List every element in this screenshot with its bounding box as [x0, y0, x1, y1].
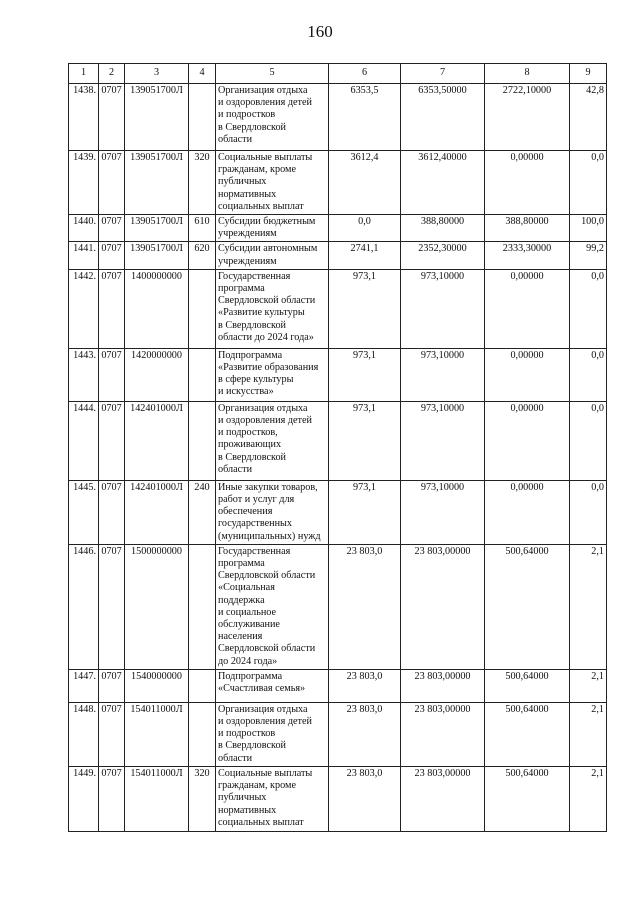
- expense-kind-code: [189, 401, 216, 480]
- section-code: 0707: [99, 480, 125, 544]
- item-name-line: Иные закупки товаров,: [218, 481, 318, 493]
- row-number: 1444.: [69, 401, 99, 480]
- section-code: 0707: [99, 401, 125, 480]
- item-name-line: социальных выплат: [218, 200, 304, 212]
- row-number: 1441.: [69, 242, 99, 269]
- item-name-line: Организация отдыха: [218, 402, 308, 414]
- target-code: 142401000Л: [125, 480, 189, 544]
- expense-kind-code: 320: [189, 766, 216, 831]
- item-name-line: Подпрограмма: [218, 349, 283, 361]
- target-code: 1500000000: [125, 544, 189, 669]
- item-name-line: поддержка: [218, 594, 265, 606]
- plan-amount: 23 803,0: [329, 766, 401, 831]
- item-name-line: Социальные выплаты: [218, 767, 313, 779]
- execution-percent: 2,1: [570, 669, 607, 702]
- item-name-line: области: [218, 463, 253, 475]
- executed-amount: 500,64000: [485, 702, 570, 766]
- target-code: 154011000Л: [125, 702, 189, 766]
- item-name-line: программа: [218, 283, 265, 295]
- item-name-line: публичных: [218, 176, 267, 188]
- item-name-line: области: [218, 752, 253, 764]
- target-code: 139051700Л: [125, 151, 189, 215]
- table-row: [69, 480, 607, 544]
- table-row: [69, 401, 607, 480]
- item-name-line: и оздоровления детей: [218, 415, 312, 427]
- item-name-line: Свердловской области: [218, 295, 316, 307]
- row-number: 1449.: [69, 766, 99, 831]
- item-name: [216, 215, 329, 242]
- table-body: [69, 84, 607, 832]
- budget-table: [68, 63, 607, 832]
- plan-amount-precise: 6353,50000: [401, 84, 485, 151]
- plan-amount: 973,1: [329, 480, 401, 544]
- execution-percent: 0,0: [570, 480, 607, 544]
- column-header: 7: [401, 64, 485, 84]
- item-name: [216, 348, 329, 401]
- table-row: [69, 215, 607, 242]
- item-name: [216, 151, 329, 215]
- item-name: [216, 669, 329, 702]
- target-code: 1540000000: [125, 669, 189, 702]
- section-code: 0707: [99, 348, 125, 401]
- item-name-line: Государственная: [218, 545, 291, 557]
- item-name-line: до 2024 года»: [218, 655, 278, 667]
- executed-amount: 500,64000: [485, 766, 570, 831]
- column-header: 1: [69, 64, 99, 84]
- header-row: [69, 64, 607, 84]
- target-code: 139051700Л: [125, 84, 189, 151]
- row-number: 1447.: [69, 669, 99, 702]
- column-header: 5: [216, 64, 329, 84]
- plan-amount-precise: 23 803,00000: [401, 766, 485, 831]
- expense-kind-code: 240: [189, 480, 216, 544]
- row-number: 1448.: [69, 702, 99, 766]
- item-name-line: «Развитие образования: [218, 362, 319, 374]
- plan-amount: 23 803,0: [329, 702, 401, 766]
- target-code: 142401000Л: [125, 401, 189, 480]
- item-name: [216, 84, 329, 151]
- item-name-line: в Свердловской: [218, 451, 286, 463]
- plan-amount: 2741,1: [329, 242, 401, 269]
- plan-amount-precise: 388,80000: [401, 215, 485, 242]
- item-name-line: Организация отдыха: [218, 85, 308, 96]
- expense-kind-code: [189, 269, 216, 348]
- plan-amount-precise: 23 803,00000: [401, 544, 485, 669]
- plan-amount: 0,0: [329, 215, 401, 242]
- column-header: 6: [329, 64, 401, 84]
- table-row: [69, 269, 607, 348]
- plan-amount-precise: 2352,30000: [401, 242, 485, 269]
- expense-kind-code: [189, 702, 216, 766]
- item-name-line: (муниципальных) нужд: [218, 530, 321, 542]
- row-number: 1438.: [69, 84, 99, 151]
- plan-amount: 23 803,0: [329, 544, 401, 669]
- target-code: 139051700Л: [125, 242, 189, 269]
- plan-amount-precise: 973,10000: [401, 269, 485, 348]
- table-row: [69, 669, 607, 702]
- plan-amount-precise: 23 803,00000: [401, 669, 485, 702]
- row-number: 1442.: [69, 269, 99, 348]
- executed-amount: 500,64000: [485, 669, 570, 702]
- item-name-line: Свердловской области: [218, 570, 316, 582]
- plan-amount-precise: 973,10000: [401, 480, 485, 544]
- item-name-line: Подпрограмма: [218, 670, 283, 682]
- item-name-line: в сфере культуры: [218, 374, 294, 386]
- expense-kind-code: 320: [189, 151, 216, 215]
- section-code: 0707: [99, 544, 125, 669]
- executed-amount: 500,64000: [485, 544, 570, 669]
- column-header: 3: [125, 64, 189, 84]
- item-name-line: учреждениям: [218, 255, 277, 267]
- item-name-line: Организация отдыха: [218, 703, 308, 715]
- item-name: [216, 480, 329, 544]
- target-code: 139051700Л: [125, 215, 189, 242]
- executed-amount: 0,00000: [485, 269, 570, 348]
- table-row: [69, 348, 607, 401]
- item-name: [216, 544, 329, 669]
- expense-kind-code: 620: [189, 242, 216, 269]
- column-header: 2: [99, 64, 125, 84]
- target-code: 1400000000: [125, 269, 189, 348]
- row-number: 1445.: [69, 480, 99, 544]
- item-name-line: в Свердловской: [218, 121, 286, 133]
- section-code: 0707: [99, 269, 125, 348]
- item-name-line: гражданам, кроме: [218, 164, 296, 176]
- item-name-line: нормативных: [218, 188, 277, 200]
- expense-kind-code: 610: [189, 215, 216, 242]
- section-code: 0707: [99, 151, 125, 215]
- section-code: 0707: [99, 669, 125, 702]
- executed-amount: 0,00000: [485, 348, 570, 401]
- expense-kind-code: [189, 348, 216, 401]
- item-name-line: нормативных: [218, 804, 277, 816]
- item-name: [216, 702, 329, 766]
- section-code: 0707: [99, 766, 125, 831]
- row-number: 1443.: [69, 348, 99, 401]
- item-name-line: и искусства»: [218, 386, 274, 398]
- executed-amount: 0,00000: [485, 151, 570, 215]
- item-name-line: Свердловской области: [218, 643, 316, 655]
- executed-amount: 2333,30000: [485, 242, 570, 269]
- table-row: [69, 702, 607, 766]
- item-name: [216, 401, 329, 480]
- plan-amount: 3612,4: [329, 151, 401, 215]
- execution-percent: 2,1: [570, 702, 607, 766]
- execution-percent: 2,1: [570, 544, 607, 669]
- item-name-line: и оздоровления детей: [218, 716, 312, 728]
- plan-amount-precise: 23 803,00000: [401, 702, 485, 766]
- item-name-line: государственных: [218, 518, 292, 530]
- executed-amount: 0,00000: [485, 401, 570, 480]
- item-name-line: и оздоровления детей: [218, 97, 312, 109]
- item-name-line: и подростков: [218, 109, 276, 121]
- item-name-line: и подростков: [218, 728, 276, 740]
- expense-kind-code: [189, 84, 216, 151]
- item-name-line: публичных: [218, 792, 267, 804]
- item-name-line: проживающих: [218, 439, 282, 451]
- row-number: 1440.: [69, 215, 99, 242]
- row-number: 1446.: [69, 544, 99, 669]
- table-row: [69, 766, 607, 831]
- plan-amount-precise: 973,10000: [401, 401, 485, 480]
- item-name-line: области до 2024 года»: [218, 331, 314, 343]
- item-name-line: и социальное: [218, 606, 277, 618]
- column-header: 8: [485, 64, 570, 84]
- item-name: [216, 269, 329, 348]
- execution-percent: 42,8: [570, 84, 607, 151]
- expense-kind-code: [189, 669, 216, 702]
- table-row: [69, 151, 607, 215]
- target-code: 154011000Л: [125, 766, 189, 831]
- item-name-line: учреждениям: [218, 228, 277, 240]
- column-header: 4: [189, 64, 216, 84]
- execution-percent: 0,0: [570, 151, 607, 215]
- execution-percent: 100,0: [570, 215, 607, 242]
- item-name-line: программа: [218, 558, 265, 570]
- execution-percent: 99,2: [570, 242, 607, 269]
- plan-amount: 23 803,0: [329, 669, 401, 702]
- execution-percent: 0,0: [570, 269, 607, 348]
- item-name-line: работ и услуг для: [218, 494, 295, 506]
- table-row: [69, 242, 607, 269]
- table-row: [69, 84, 607, 151]
- item-name-line: Субсидии автономным: [218, 243, 318, 255]
- item-name-line: гражданам, кроме: [218, 780, 296, 792]
- item-name-line: Социальные выплаты: [218, 152, 313, 163]
- item-name-line: и подростков,: [218, 427, 278, 439]
- item-name-line: «Счастливая семья»: [218, 683, 306, 695]
- executed-amount: 0,00000: [485, 480, 570, 544]
- item-name-line: в Свердловской: [218, 740, 286, 752]
- item-name-line: «Социальная: [218, 582, 275, 594]
- section-code: 0707: [99, 84, 125, 151]
- item-name-line: обеспечения: [218, 506, 273, 518]
- target-code: 1420000000: [125, 348, 189, 401]
- execution-percent: 0,0: [570, 401, 607, 480]
- item-name-line: социальных выплат: [218, 816, 304, 828]
- plan-amount: 973,1: [329, 401, 401, 480]
- section-code: 0707: [99, 215, 125, 242]
- execution-percent: 0,0: [570, 348, 607, 401]
- execution-percent: 2,1: [570, 766, 607, 831]
- executed-amount: 388,80000: [485, 215, 570, 242]
- plan-amount-precise: 3612,40000: [401, 151, 485, 215]
- column-header: 9: [570, 64, 607, 84]
- plan-amount: 973,1: [329, 348, 401, 401]
- page-number: 160: [307, 22, 333, 41]
- item-name: [216, 766, 329, 831]
- plan-amount: 973,1: [329, 269, 401, 348]
- item-name-line: обслуживание: [218, 619, 280, 631]
- item-name-line: области: [218, 133, 253, 145]
- table-row: [69, 544, 607, 669]
- plan-amount-precise: 973,10000: [401, 348, 485, 401]
- section-code: 0707: [99, 242, 125, 269]
- item-name-line: населения: [218, 631, 263, 643]
- expense-kind-code: [189, 544, 216, 669]
- executed-amount: 2722,10000: [485, 84, 570, 151]
- row-number: 1439.: [69, 151, 99, 215]
- plan-amount: 6353,5: [329, 84, 401, 151]
- item-name-line: Субсидии бюджетным: [218, 216, 316, 228]
- item-name-line: «Развитие культуры: [218, 307, 305, 319]
- item-name: [216, 242, 329, 269]
- section-code: 0707: [99, 702, 125, 766]
- item-name-line: Государственная: [218, 270, 291, 282]
- item-name-line: в Свердловской: [218, 319, 286, 331]
